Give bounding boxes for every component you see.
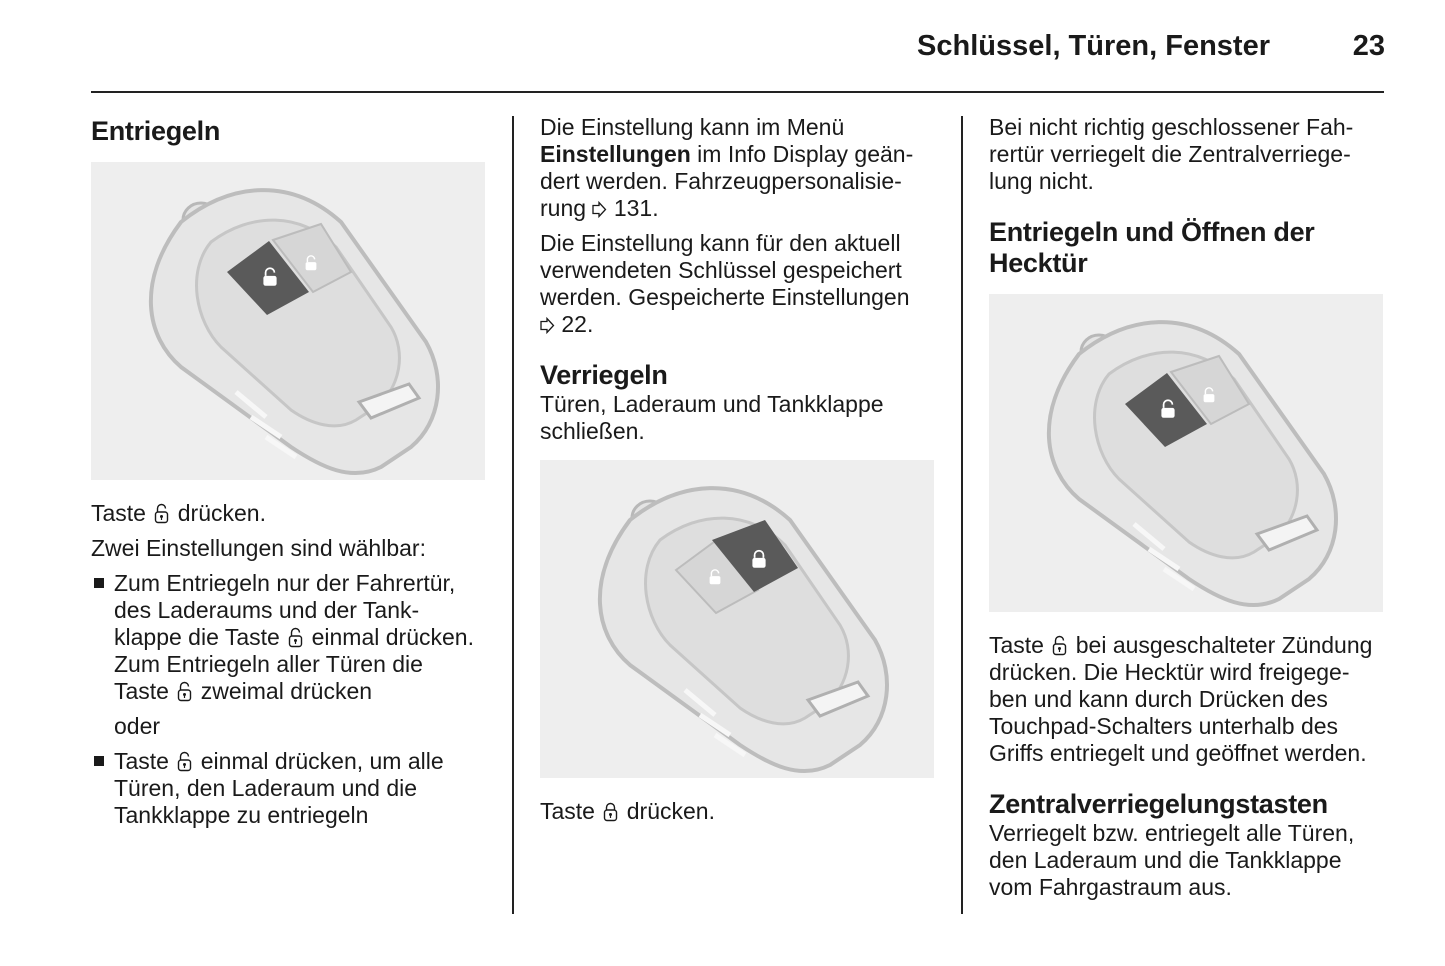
paragraph: Die Einstellung kann für den aktuell verwendeten Schlüssel gespeichert werden. Gespeicherte Einstellungen 22. bbox=[540, 230, 910, 337]
bullet-square bbox=[94, 756, 104, 766]
options-list bbox=[91, 570, 491, 829]
paragraph: Taste drücken. bbox=[91, 500, 266, 526]
unlock-icon bbox=[288, 627, 303, 648]
heading-entriegeln-hecktuer: Entriegeln und Öffnen der Hecktür bbox=[989, 217, 1315, 278]
unlock-icon bbox=[1052, 635, 1067, 656]
column-middle bbox=[540, 114, 940, 825]
paragraph: Bei nicht richtig geschlossener Fah- rertür verriegelt die Zentralverriege- lung nicht. bbox=[989, 114, 1354, 194]
paragraph: Die Einstellung kann im Menü Einstellungen im Info Display geän- dert werden. Fahrzeugpersonalisie- rung 131. bbox=[540, 114, 914, 221]
key-remote-lock-figure bbox=[540, 460, 934, 778]
heading-verriegeln: Verriegeln bbox=[540, 360, 668, 390]
or-text: oder bbox=[114, 713, 161, 739]
paragraph: Taste drücken. bbox=[540, 798, 715, 824]
bullet-square bbox=[94, 578, 104, 588]
column-divider-2 bbox=[961, 116, 963, 914]
key-remote-unlock-figure bbox=[91, 162, 485, 480]
page-reference-arrow-icon bbox=[592, 201, 607, 218]
heading-zentralverriegelungstasten: Zentralverriegelungstasten bbox=[989, 789, 1328, 819]
unlock-icon bbox=[177, 681, 192, 702]
column-right bbox=[989, 114, 1389, 901]
page-reference-arrow-icon bbox=[540, 317, 555, 334]
page-number: 23 bbox=[1352, 30, 1385, 62]
section-title: Schlüssel, Türen, Fenster bbox=[917, 30, 1270, 62]
column-divider-1 bbox=[512, 116, 514, 914]
column-left bbox=[91, 114, 491, 829]
paragraph: Verriegelt bzw. entriegelt alle Türen, den Laderaum und die Tankklappe vom Fahrgastraum aus. bbox=[989, 820, 1355, 900]
lock-icon bbox=[603, 801, 618, 822]
unlock-icon bbox=[154, 503, 169, 524]
key-remote-unlock-figure-2 bbox=[989, 294, 1383, 612]
heading-entriegeln: Entriegeln bbox=[91, 116, 221, 146]
paragraph: Zwei Einstellungen sind wählbar: bbox=[91, 535, 426, 561]
list-item: Taste einmal drücken, um alle Türen, den Laderaum und die Tankklappe zu entriegeln bbox=[91, 748, 491, 829]
unlock-icon bbox=[177, 751, 192, 772]
menu-name-bold: Einstellungen bbox=[540, 141, 691, 167]
paragraph: Türen, Laderaum und Tankklappe schließen. bbox=[540, 391, 884, 444]
paragraph: Taste bei ausgeschalteter Zündung drücken. Die Hecktür wird freigege- ben und kann durch Drücken des Touchpad-Schalters unterhalb des Griffs entriegelt und geöffnet werden. bbox=[989, 632, 1373, 766]
header-rule bbox=[91, 91, 1384, 93]
list-item: Zum Entriegeln nur der Fahrertür, des Laderaums und der Tank- klappe die Taste einmal drücken. Zum Entriegeln aller Türen die Taste zweimal drücken oder bbox=[91, 570, 491, 740]
